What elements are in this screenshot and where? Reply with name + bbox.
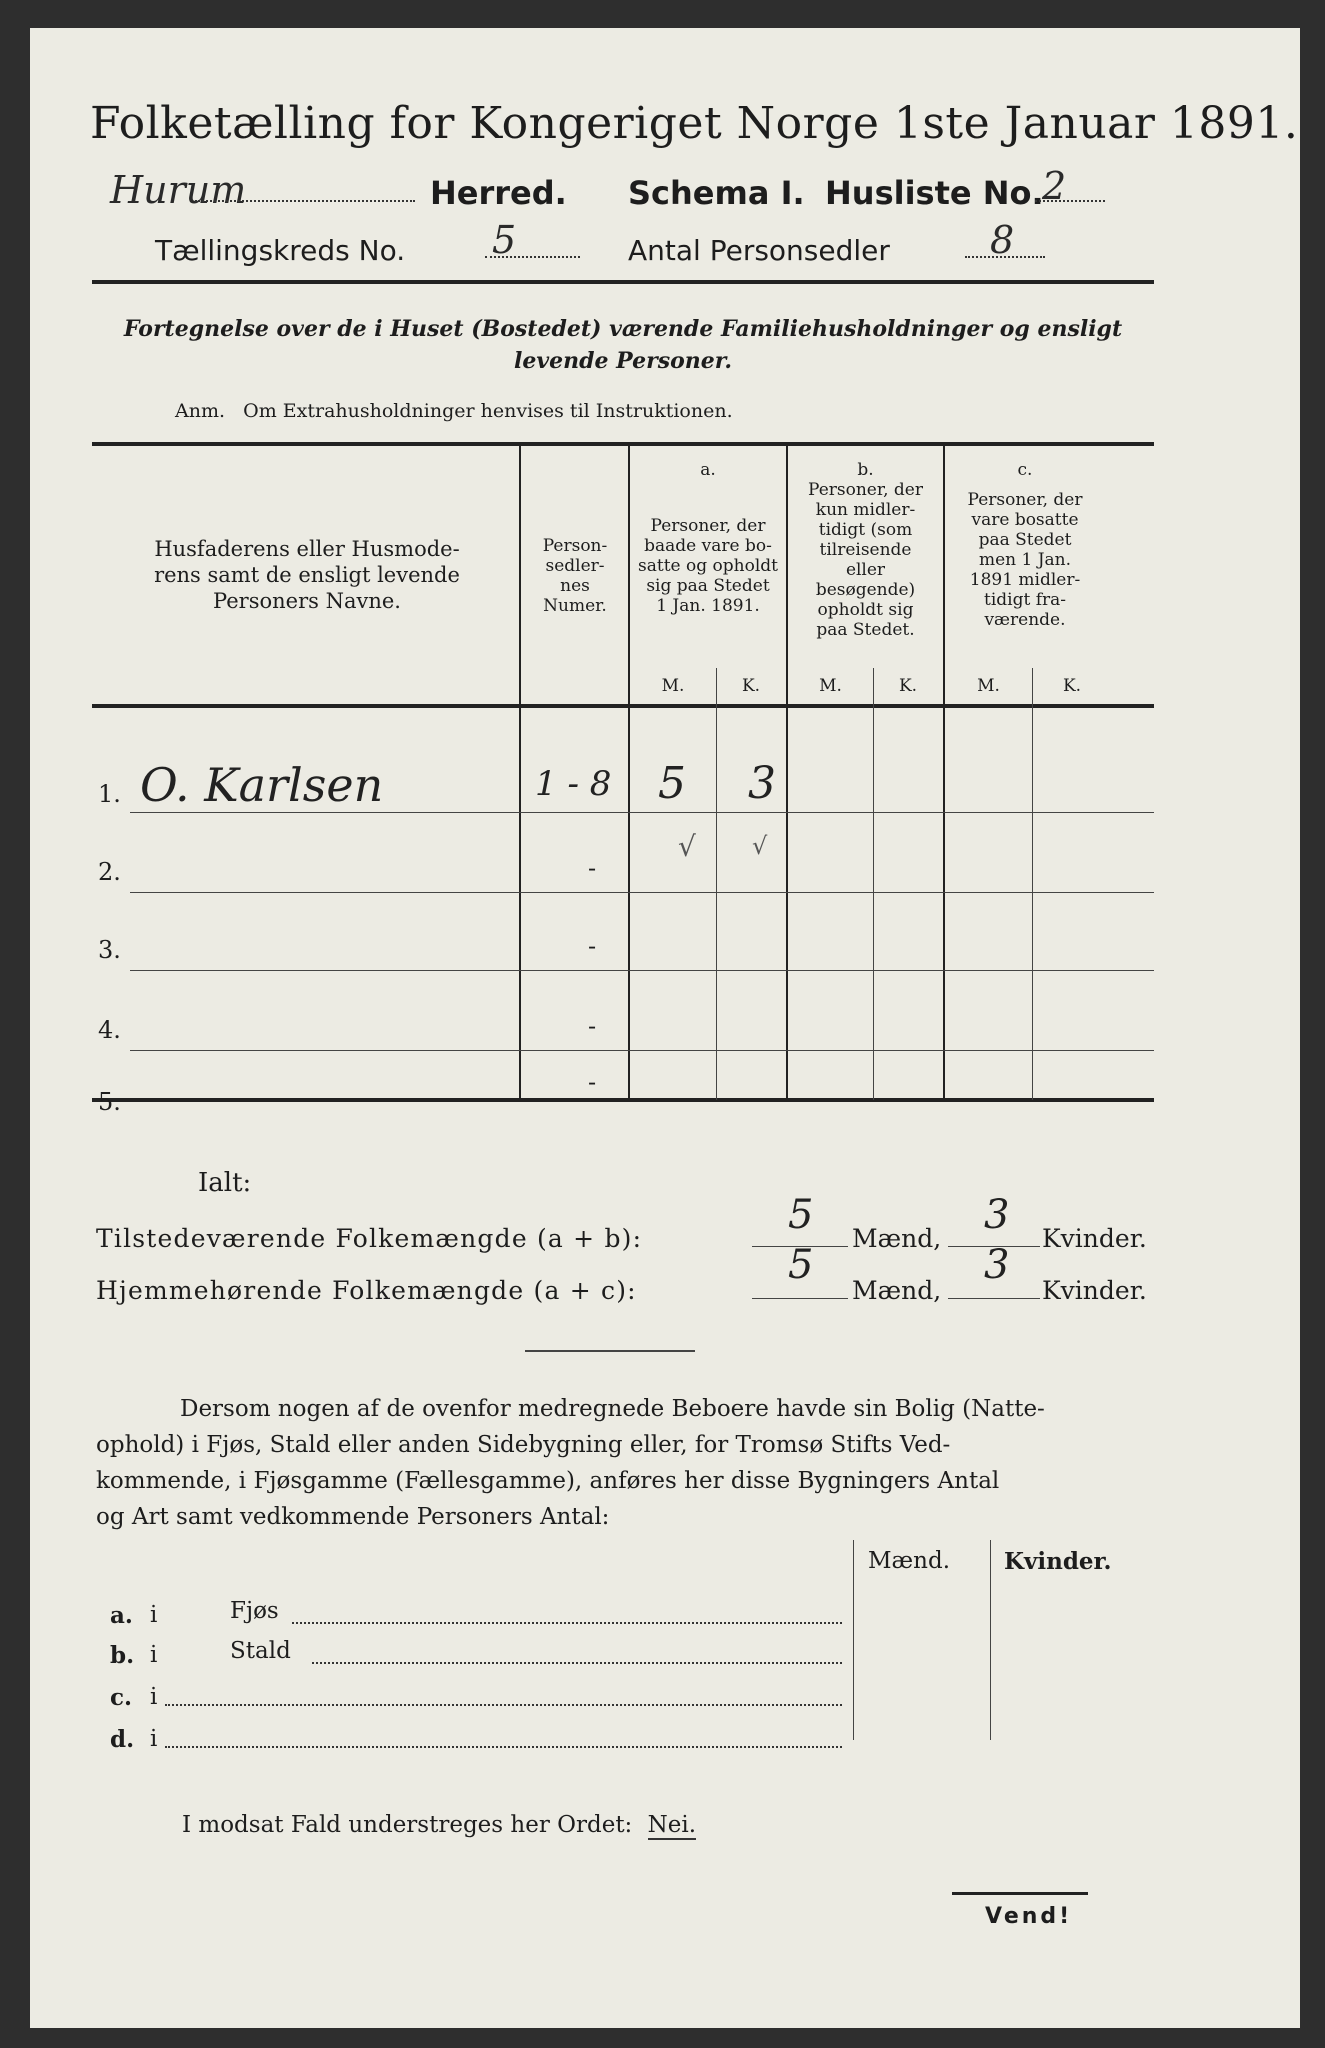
col-c-header: c. Personer, der vare bosatte paa Stedet men 1 Jan. 1891 midler- tidigt fra- værende. xyxy=(967,460,1083,630)
row-2-number: 2. xyxy=(98,858,121,886)
husliste-label: Husliste No. xyxy=(825,174,1044,212)
row-4-sedler: - xyxy=(588,1012,597,1040)
schema-label: Schema I. xyxy=(628,174,805,212)
antal-value: 8 xyxy=(990,218,1015,262)
kreds-label: Tællingskreds No. xyxy=(155,234,406,267)
census-form xyxy=(30,28,1300,2028)
table-bottom-rule xyxy=(92,1098,1154,1102)
row-5-number: 5. xyxy=(98,1088,121,1116)
b-m-head: M. xyxy=(819,676,842,696)
row-2-line xyxy=(130,892,1154,893)
table-header-rule xyxy=(92,704,1154,708)
bolig-a-letter: a. xyxy=(110,1602,133,1629)
row-1-a-m: 5 xyxy=(658,758,686,809)
bolig-c-prep: i xyxy=(150,1684,158,1710)
bolig-c-dots xyxy=(165,1704,842,1706)
nei-word: Nei. xyxy=(647,1812,697,1838)
row-4-line xyxy=(130,1050,1154,1051)
tilstede-label: Tilstedeværende Folkemængde (a + b): xyxy=(96,1224,643,1253)
hjemme-m-line xyxy=(752,1298,848,1299)
row-1-a-k: 3 xyxy=(748,758,776,809)
bolig-vline-2 xyxy=(990,1540,991,1740)
row-1-line xyxy=(130,812,1154,813)
c-m-head: M. xyxy=(977,676,1000,696)
bolig-line1: Dersom nogen af de ovenfor medregnede Beboere havde sin Bolig (Natte- xyxy=(180,1396,1045,1422)
tilstede-m-value: 5 xyxy=(788,1192,814,1238)
kreds-dots xyxy=(485,256,580,258)
bolig-line4: og Art samt vedkommende Personers Antal: xyxy=(96,1504,610,1530)
bolig-b-dots xyxy=(312,1662,842,1664)
hjemme-maend: Mænd, xyxy=(852,1276,942,1305)
row-4-number: 4. xyxy=(98,1016,121,1044)
hjemme-m-value: 5 xyxy=(788,1242,814,1288)
separator-rule xyxy=(525,1350,695,1352)
bolig-maend-head: Mænd. xyxy=(868,1548,951,1574)
row-3-sedler: - xyxy=(588,932,597,960)
bolig-a-prep: i xyxy=(150,1602,158,1628)
vend-label: Vend! xyxy=(985,1904,1073,1929)
tilstede-k-value: 3 xyxy=(984,1192,1010,1238)
vline-a-mk xyxy=(716,668,717,1100)
anm-note: Anm. Om Extrahusholdninger henvises til Instruktionen. xyxy=(175,400,733,422)
bolig-d-prep: i xyxy=(150,1726,158,1752)
bolig-a-dots xyxy=(292,1622,842,1624)
row-1-sedler: 1 - 8 xyxy=(535,764,612,804)
herred-value: Hurum xyxy=(110,168,247,212)
modsat-text xyxy=(182,1812,696,1838)
bolig-b-prep: i xyxy=(150,1642,158,1668)
row-5-sedler: - xyxy=(588,1068,597,1096)
col-name-header: Husfaderens eller Husmode- rens samt de ensligt levende Personers Navne. xyxy=(154,537,460,613)
tilstede-maend: Mænd, xyxy=(852,1224,942,1253)
vline-c-mk xyxy=(1032,668,1033,1100)
hjemme-kvinder: Kvinder. xyxy=(1042,1276,1147,1305)
a-k-head: K. xyxy=(741,676,761,696)
bolig-b-letter: b. xyxy=(110,1642,135,1669)
bolig-d-letter: d. xyxy=(110,1726,135,1753)
modsat-label: I modsat Fald understreges her Ordet: xyxy=(182,1812,633,1838)
row-1-number: 1. xyxy=(98,780,121,808)
row-3-line xyxy=(130,970,1154,971)
kreds-value: 5 xyxy=(492,218,517,262)
bolig-b-text: Stald xyxy=(230,1638,291,1664)
c-k-head: K. xyxy=(1062,676,1082,696)
row-2-sedler: - xyxy=(588,854,597,882)
bolig-line2: ophold) i Fjøs, Stald eller anden Sidebygning eller, for Tromsø Stifts Ved- xyxy=(96,1432,951,1458)
bolig-d-dots xyxy=(165,1746,842,1748)
bolig-kvinder-head: Kvinder. xyxy=(1004,1548,1112,1575)
row-2-a-m: √ xyxy=(678,830,696,863)
vline-b-mk xyxy=(873,668,874,1100)
hjemme-k-line xyxy=(948,1298,1040,1299)
intro-line1: Fortegnelse over de i Huset (Bostedet) værende Familiehusholdninger og ensligt xyxy=(123,316,1123,342)
row-1-name: O. Karlsen xyxy=(140,758,384,812)
bolig-vline-1 xyxy=(853,1540,854,1740)
intro-line2: levende Personer. xyxy=(514,348,732,374)
vend-rule xyxy=(952,1892,1088,1895)
col-a-header: a. Personer, der baade vare bo- satte og opholdt sig paa Stedet 1 Jan. 1891. xyxy=(638,460,778,616)
row-2-a-k: √ xyxy=(752,832,768,860)
tilstede-kvinder: Kvinder. xyxy=(1042,1224,1147,1253)
col-num-header: Person- sedler- nes Numer. xyxy=(542,536,608,616)
bolig-a-text: Fjøs xyxy=(230,1598,279,1624)
bolig-c-letter: c. xyxy=(110,1684,133,1711)
hjemme-k-value: 3 xyxy=(984,1242,1010,1288)
b-k-head: K. xyxy=(898,676,918,696)
antal-dots xyxy=(965,256,1045,258)
row-3-number: 3. xyxy=(98,936,121,964)
bolig-line3: kommende, i Fjøsgamme (Fællesgamme), anføres her disse Bygningers Antal xyxy=(96,1468,1000,1494)
husliste-dots xyxy=(1035,200,1105,202)
husliste-value: 2 xyxy=(1042,164,1067,208)
herred-dots xyxy=(195,200,415,202)
table-top-rule xyxy=(92,442,1154,446)
herred-label: Herred. xyxy=(430,174,567,212)
antal-label: Antal Personsedler xyxy=(628,234,890,267)
vline-1 xyxy=(519,446,521,1100)
form-title: Folketælling for Kongeriget Norge 1ste Januar 1891. xyxy=(90,98,1299,149)
a-m-head: M. xyxy=(661,676,685,696)
ialt-label: Ialt: xyxy=(198,1168,252,1198)
col-b-header: b. Personer, der kun midler- tidigt (som tilreisende eller besøgende) opholdt sig paa Stedet. xyxy=(808,460,923,640)
header-rule xyxy=(92,280,1154,284)
hjemme-label: Hjemmehørende Folkemængde (a + c): xyxy=(96,1276,637,1305)
